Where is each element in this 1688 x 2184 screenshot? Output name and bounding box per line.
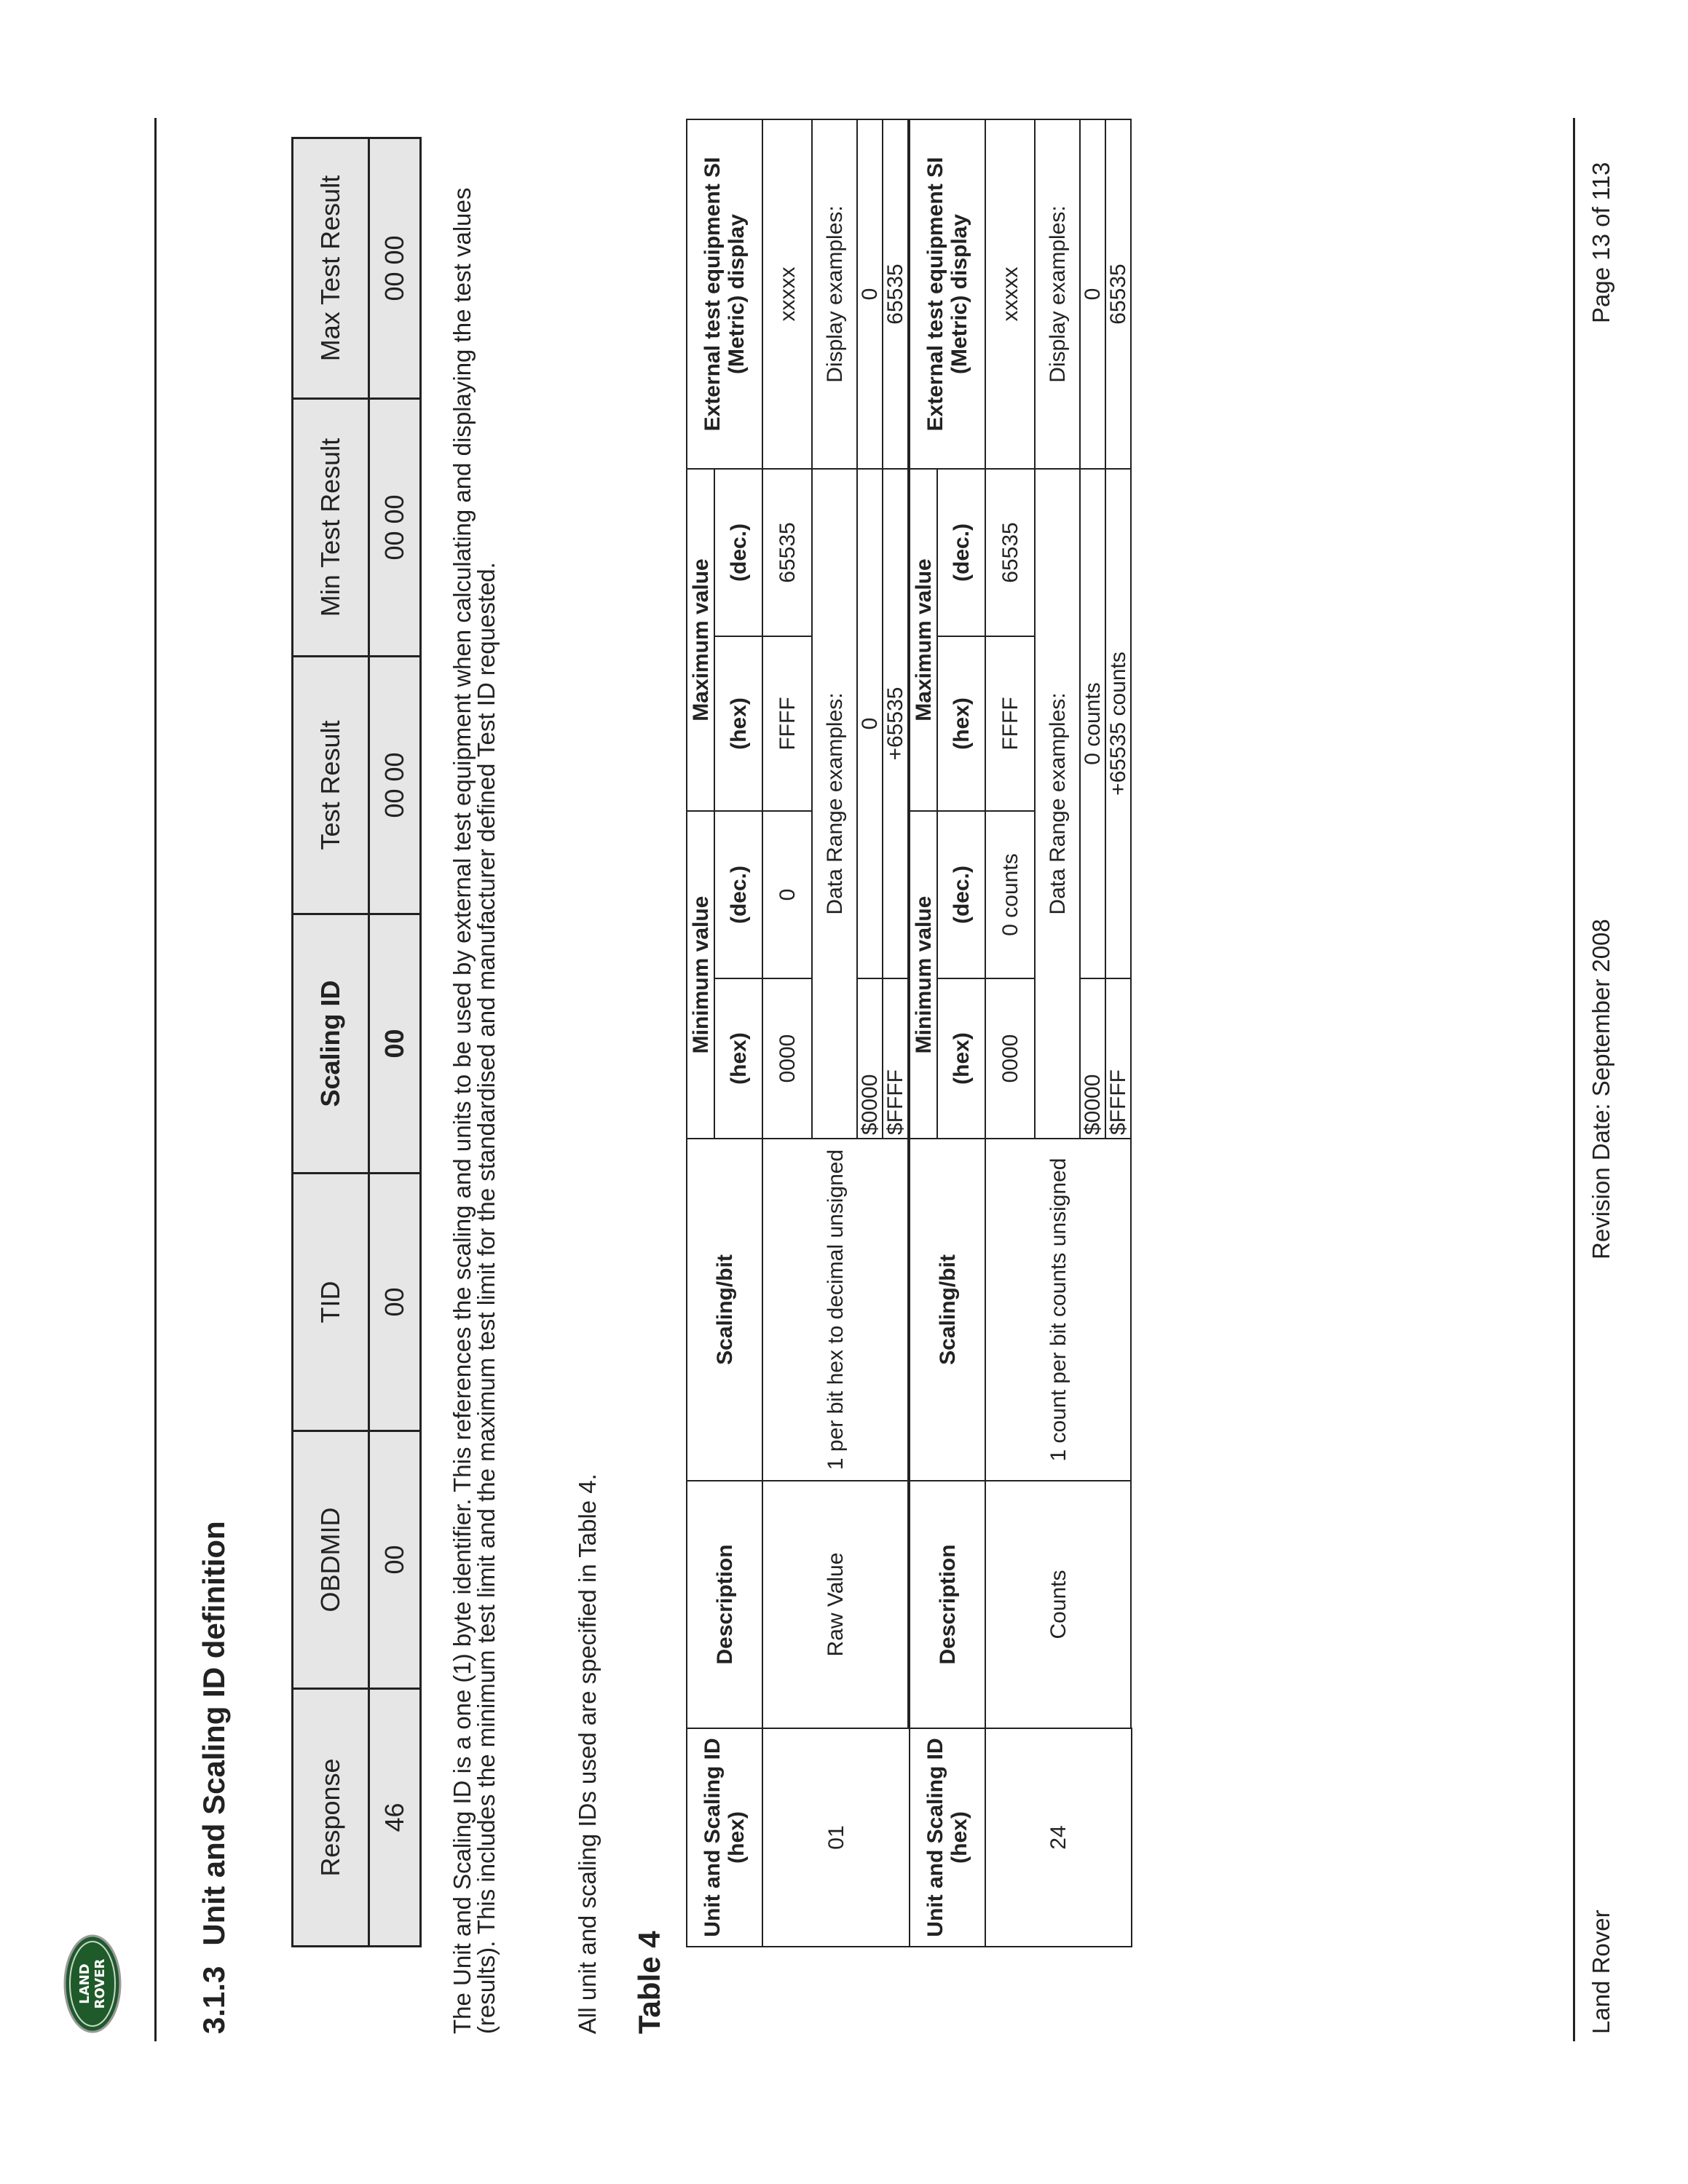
row-24-ex1-hex: $0000	[1080, 978, 1105, 1139]
row-01-display: xxxxx	[762, 119, 812, 469]
row-01-ex2-display: 65535	[883, 119, 908, 469]
header-obdmid: OBDMID	[293, 1431, 369, 1689]
row-24-spacer-c	[1131, 119, 1132, 1139]
scaling-block-24	[910, 119, 1132, 1947]
header-max-hex: (hex)	[714, 636, 762, 811]
footer-rule	[1573, 118, 1575, 2041]
header-min-value-2: Minimum value	[910, 811, 937, 1139]
row-24-spacer-b	[1131, 1139, 1132, 1481]
body-paragraph-2: All unit and scaling IDs used are specified in Table 4.	[574, 1473, 601, 2034]
row-24-max-hex: FFFF	[985, 636, 1035, 811]
header-max-dec-2: (dec.)	[937, 469, 985, 636]
response-table-header-row	[293, 138, 369, 1947]
row-01-ex2-range: +65535	[883, 469, 908, 978]
row-01-scaling: 1 per bit hex to decimal unsigned	[762, 1139, 908, 1481]
header-max-test-result: Max Test Result	[293, 138, 369, 399]
row-24-scaling: 1 count per bit counts unsigned	[985, 1139, 1131, 1481]
footer-left: Land Rover	[1588, 1910, 1614, 2034]
footer-revision-date: Revision Date: September 2008	[1588, 919, 1614, 1259]
header-tid: TID	[293, 1174, 369, 1431]
svg-text:ROVER: ROVER	[92, 1958, 108, 2009]
value-scaling-id: 00	[369, 914, 421, 1174]
row-01-ex2-hex: $FFFF	[883, 978, 908, 1139]
header-test-result: Test Result	[293, 657, 369, 914]
scaling-block-01	[687, 119, 910, 1947]
header-min-value: Minimum value	[687, 811, 714, 1139]
response-table	[291, 137, 422, 1947]
svg-text:LAND: LAND	[77, 1963, 92, 2004]
row-01-max-hex: FFFF	[762, 636, 812, 811]
value-max-test-result: 00 00	[369, 138, 421, 399]
row-01-description: Raw Value	[762, 1481, 908, 1728]
row-24-id: 24	[985, 1728, 1132, 1947]
value-test-result: 00 00	[369, 657, 421, 914]
header-description-2: Description	[910, 1481, 985, 1728]
header-description: Description	[687, 1481, 762, 1728]
row-01-max-dec: 65535	[762, 469, 812, 636]
table-4-title: Table 4	[632, 1931, 666, 2034]
value-min-test-result: 00 00	[369, 399, 421, 657]
body-paragraph-1: The Unit and Scaling ID is a one (1) byte identifier. This references the scaling and units to be used by external test equipment when calculating and displaying the test values (results). This includes the minimum test limit and the maximum test limit for the standardised and manufacturer defined Test ID requested.	[449, 187, 500, 2034]
row-24-description: Counts	[985, 1481, 1131, 1728]
section-number: 3.1.3	[197, 1966, 231, 2034]
value-response: 46	[369, 1689, 421, 1947]
row-24-ex2-hex: $FFFF	[1105, 978, 1131, 1139]
header-max-dec: (dec.)	[714, 469, 762, 636]
header-unit-id-2: Unit and Scaling ID (hex)	[910, 1728, 985, 1947]
header-display-2: External test equipment SI (Metric) display	[910, 119, 985, 469]
row-24-ex1-range: 0 counts	[1080, 469, 1105, 978]
value-tid: 00	[369, 1174, 421, 1431]
row-01-display-label: Display examples:	[812, 119, 857, 469]
scaling-table	[686, 119, 1132, 1947]
header-response: Response	[293, 1689, 369, 1947]
row-01-ex1-display: 0	[857, 119, 883, 469]
header-min-hex-2: (hex)	[937, 978, 985, 1139]
header-min-hex: (hex)	[714, 978, 762, 1139]
header-scaling: Scaling/bit	[687, 1139, 762, 1481]
value-obdmid: 00	[369, 1431, 421, 1689]
header-unit-id: Unit and Scaling ID (hex)	[687, 1728, 762, 1947]
row-01-min-hex: 0000	[762, 978, 812, 1139]
header-display: External test equipment SI (Metric) display	[687, 119, 762, 469]
row-24-ex1-display: 0	[1080, 119, 1105, 469]
row-01-ex1-range: 0	[857, 469, 883, 978]
row-01-range-label: Data Range examples:	[812, 469, 857, 1139]
row-01-ex1-hex: $0000	[857, 978, 883, 1139]
header-min-dec-2: (dec.)	[937, 811, 985, 978]
header-scaling-id: Scaling ID	[293, 914, 369, 1174]
header-max-value-2: Maximum value	[910, 469, 937, 811]
row-24-min-dec: 0 counts	[985, 811, 1035, 978]
section-title: Unit and Scaling ID definition	[197, 1521, 231, 1946]
row-01-id: 01	[762, 1728, 910, 1947]
row-24-ex2-display: 65535	[1105, 119, 1131, 469]
row-01-min-dec: 0	[762, 811, 812, 978]
land-rover-logo	[63, 1934, 122, 2034]
header-max-hex-2: (hex)	[937, 636, 985, 811]
row-24-display-label: Display examples:	[1035, 119, 1080, 469]
response-table-value-row	[369, 138, 421, 1947]
row-24-display: xxxxx	[985, 119, 1035, 469]
row-24-min-hex: 0000	[985, 978, 1035, 1139]
section-heading	[197, 1521, 232, 2034]
header-min-test-result: Min Test Result	[293, 399, 369, 657]
row-24-range-label: Data Range examples:	[1035, 469, 1080, 1139]
row-24-ex2-range: +65535 counts	[1105, 469, 1131, 978]
header-min-dec: (dec.)	[714, 811, 762, 978]
footer-page-number: Page 13 of 113	[1588, 162, 1614, 323]
header-rule	[154, 118, 157, 2041]
row-24-max-dec: 65535	[985, 469, 1035, 636]
header-max-value: Maximum value	[687, 469, 714, 811]
row-24-spacer-a	[1131, 1481, 1132, 1728]
header-scaling-2: Scaling/bit	[910, 1139, 985, 1481]
